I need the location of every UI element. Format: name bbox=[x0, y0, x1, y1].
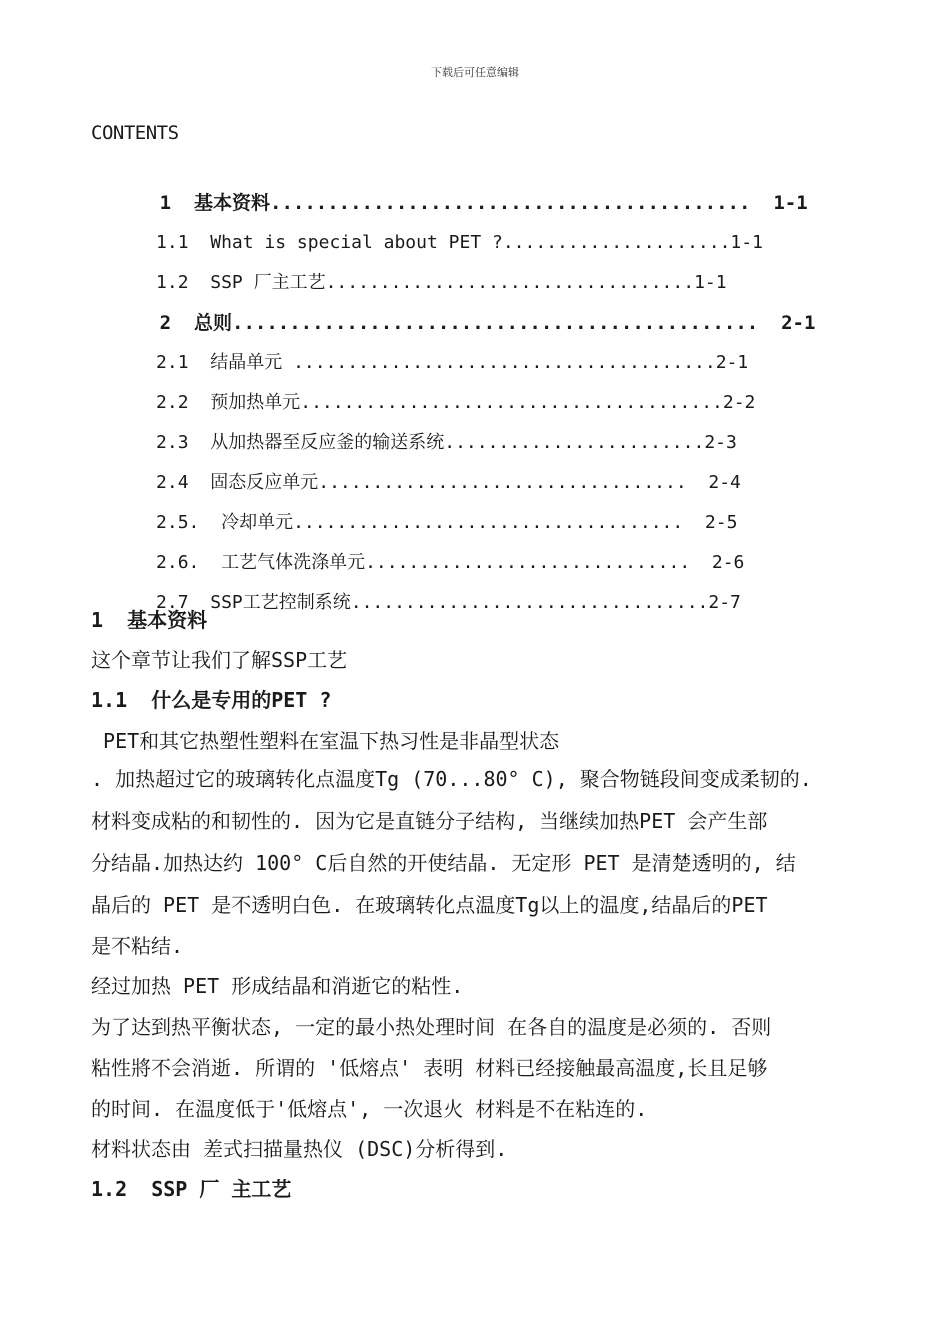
toc-dots: ................................. bbox=[350, 592, 709, 613]
toc-title: 冷却单元 bbox=[221, 512, 294, 533]
toc-dots: .................................. bbox=[318, 472, 687, 493]
toc-dots: ........................ bbox=[444, 432, 705, 453]
toc-number: 2.7 bbox=[156, 592, 189, 613]
paragraph-line: PET和其它热塑性塑料在室温下热习性是非晶型状态 bbox=[91, 729, 560, 753]
contents-title: CONTENTS bbox=[91, 122, 179, 144]
toc-title: 基本资料 bbox=[193, 192, 270, 214]
toc-page: 2-1 bbox=[715, 352, 749, 373]
toc-dots: .............................. bbox=[365, 552, 691, 573]
toc-title: What is special about PET ? bbox=[210, 232, 503, 253]
toc-title: 从加热器至反应釜的输送系统 bbox=[210, 432, 445, 453]
toc-number: 1.2 bbox=[156, 272, 189, 293]
toc-page: 2-1 bbox=[758, 312, 816, 334]
toc-dots: .............................................. bbox=[232, 312, 759, 334]
toc-page: 2-2 bbox=[722, 392, 756, 413]
paragraph-line: 的时间. 在温度低于'低熔点', 一次退火 材料是不在粘连的. bbox=[91, 1097, 648, 1121]
toc-page: 2-5 bbox=[683, 512, 738, 533]
toc-dots: ....................................... bbox=[282, 352, 716, 373]
subsection-heading: 1.1 什么是专用的PET ? bbox=[91, 688, 332, 712]
toc-title: SSP工艺控制系统 bbox=[210, 592, 351, 613]
paragraph-line: 晶后的 PET 是不透明白色. 在玻璃转化点温度Tg以上的温度,结晶后的PET bbox=[91, 893, 768, 917]
section-heading: 1 基本资料 bbox=[91, 608, 208, 632]
paragraph-line: 粘性將不会消逝. 所谓的 '低熔点' 表明 材料已经接触最高温度,长且足够 bbox=[91, 1056, 768, 1080]
toc-number: 2.2 bbox=[156, 392, 189, 413]
toc-number: 2.1 bbox=[156, 352, 189, 373]
paragraph-line: 材料状态由 差式扫描量热仪 (DSC)分析得到. bbox=[91, 1137, 508, 1161]
toc-page: 1-1 bbox=[750, 192, 808, 214]
toc-dots: ....................................... bbox=[300, 392, 723, 413]
toc-number: 2.4 bbox=[156, 472, 189, 493]
toc-dots: ..................... bbox=[502, 232, 731, 253]
toc-title: 固态反应单元 bbox=[210, 472, 319, 493]
toc-number: 1 bbox=[159, 192, 172, 214]
paragraph-line: 为了达到热平衡状态, 一定的最小热处理时间 在各自的温度是必须的. 否则 bbox=[91, 1015, 772, 1039]
toc-page: 2-4 bbox=[686, 472, 741, 493]
toc-number: 2 bbox=[159, 312, 172, 334]
toc-title: 结晶单元 bbox=[210, 352, 283, 373]
paragraph-line: 材料变成粘的和韧性的. 因为它是直链分子结构, 当继续加热PET 会产生部 bbox=[91, 809, 768, 833]
toc-number: 1.1 bbox=[156, 232, 189, 253]
toc-dots: .......................................... bbox=[270, 192, 751, 214]
toc-title: 工艺气体洗涤单元 bbox=[221, 552, 366, 573]
toc-page: 2-7 bbox=[708, 592, 741, 613]
toc-page: 1-1 bbox=[694, 272, 727, 293]
toc-title: 预加热单元 bbox=[210, 392, 301, 413]
toc-number: 2.3 bbox=[156, 432, 189, 453]
toc-number: 2.5. bbox=[156, 512, 200, 533]
toc-dots: .................................. bbox=[325, 272, 695, 293]
toc-page: 1-1 bbox=[730, 232, 763, 253]
paragraph-line: 分结晶.加热达约 100° C后自然的开使结晶. 无定形 PET 是清楚透明的, 结 bbox=[91, 851, 796, 875]
subsection-heading: 1.2 SSP 厂 主工艺 bbox=[91, 1177, 292, 1201]
paragraph-line: 是不粘结. bbox=[91, 934, 184, 958]
toc-title: 总则 bbox=[193, 312, 232, 334]
page-header: 下载后可任意编辑 bbox=[431, 66, 519, 79]
toc-page: 2-6 bbox=[690, 552, 745, 573]
toc-title: SSP 厂主工艺 bbox=[210, 272, 326, 293]
toc-page: 2-3 bbox=[704, 432, 737, 453]
paragraph-line: 经过加热 PET 形成结晶和消逝它的粘性. bbox=[91, 974, 464, 998]
toc-number: 2.6. bbox=[156, 552, 200, 573]
paragraph-line: . 加热超过它的玻璃转化点温度Tg (70...80° C), 聚合物链段间变成柔韧的. bbox=[91, 767, 812, 791]
toc-dots: .................................... bbox=[293, 512, 684, 533]
section-intro: 这个章节让我们了解SSP工艺 bbox=[91, 648, 348, 672]
